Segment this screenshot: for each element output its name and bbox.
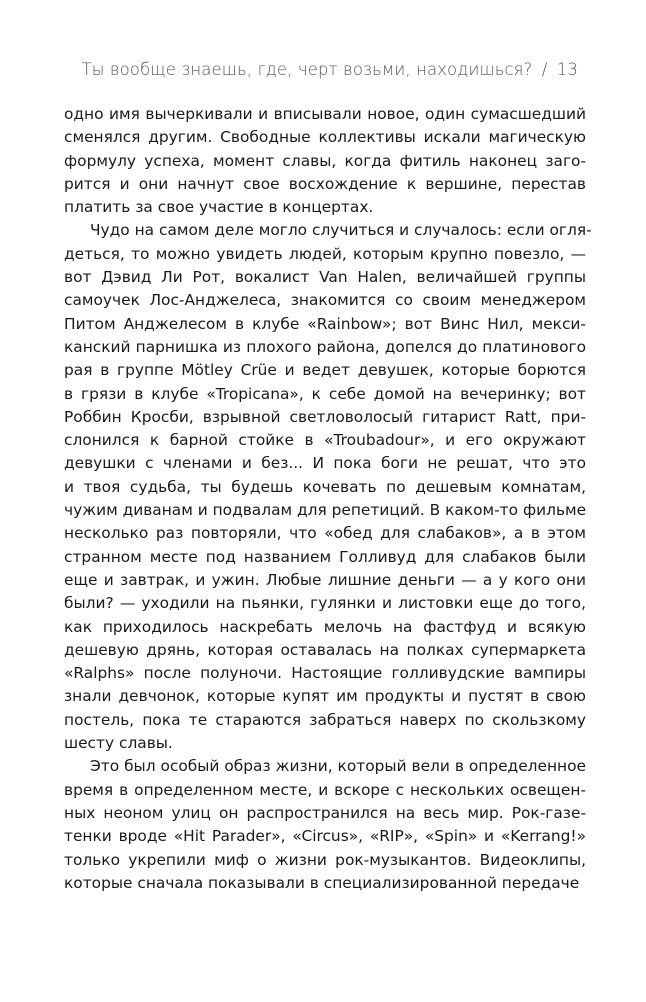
text-line: как приходилось наскребать мелочь на фастфуд и всякую xyxy=(64,617,586,636)
text-line: платить за свое участие в концертах. xyxy=(64,198,374,217)
text-line: которые сначала показывали в специализированной передаче xyxy=(64,873,580,892)
text-line: странном месте под названием Голливуд для слабаков были xyxy=(64,547,586,566)
text-line: только укрепили миф о жизни рок-музыкантов. Видеоклипы, xyxy=(64,850,586,869)
text-line: постель, пока те стараются забраться наверх по скользкому xyxy=(64,710,586,729)
text-line: были? — уходили на пьянки, гулянки и листовки еще до того, xyxy=(64,594,586,613)
text-line: Это был особый образ жизни, который вели в определенное xyxy=(90,757,586,776)
text-line: сменялся другим. Свободные коллективы искали магическую xyxy=(64,128,586,147)
paragraph xyxy=(64,219,592,755)
text-line: шесту славы. xyxy=(64,734,173,753)
text-line: в грязи в клубе «Tropicana», к себе домой на вечеринку; вот xyxy=(64,384,586,403)
text-line: деться, то можно увидеть людей, которым крупно повезло, — xyxy=(64,244,586,263)
running-head-title: Ты вообще знаешь, где, черт возьми, находишься? xyxy=(81,60,533,79)
text-line: и твоя судьба, ты будешь кочевать по дешевым комнатам, xyxy=(64,477,586,496)
text-line: чужим диванам и подвалам для репетиций. В каком-то фильме xyxy=(64,501,587,520)
text-line: время в определенном месте, и вскоре с нескольких освещен- xyxy=(64,780,586,799)
text-line: формулу успеха, момент славы, когда фитиль наконец заго- xyxy=(64,151,586,170)
text-line: вот Дэвид Ли Рот, вокалист Van Halen, величайшей группы xyxy=(64,268,586,287)
text-line: девушки с членами и без... И пока боги не решат, что это xyxy=(64,454,586,473)
text-line: знали девчонок, которые купят им продукты и пустят в свою xyxy=(64,687,586,706)
text-line: Питом Анджелесом в клубе «Rainbow»; вот Винс Нил, мекси- xyxy=(64,314,586,333)
text-line: канский парнишка из плохого района, допелся до платинового xyxy=(64,337,586,356)
text-line: ных неоном улиц он распространился на весь мир. Рок-газе- xyxy=(64,803,586,822)
text-line: слонился к барной стойке в «Troubadour», и его окружают xyxy=(64,431,586,450)
text-line: еще и завтрак, и ужин. Любые лишние деньги — а у кого они xyxy=(64,570,586,589)
text-line: одно имя вычеркивали и вписывали новое, один сумасшедший xyxy=(64,105,586,123)
text-line: тенки вроде «Hit Parader», «Circus», «RIP», «Spin» и «Kerrang!» xyxy=(64,827,586,846)
text-line: Роббин Кросби, взрывной светловолосый гитарист Ratt, при- xyxy=(64,407,586,426)
running-head xyxy=(60,60,578,79)
text-line: рая в группе Mötley Crüe и ведет девушек, которые борются xyxy=(64,361,586,380)
page-number: 13 xyxy=(556,60,578,79)
text-line: «Ralphs» после полуночи. Настоящие голливудские вампиры xyxy=(64,664,586,683)
text-line: Чудо на самом деле могло случиться и случалось: если огля- xyxy=(90,221,592,240)
paragraph xyxy=(64,103,586,219)
text-line: дешевую дрянь, которая оставалась на полках супермаркета xyxy=(64,640,586,659)
text-line: несколько раз повторяли, что «обед для слабаков», а в этом xyxy=(64,524,586,543)
running-head-separator: / xyxy=(541,60,548,79)
body-text xyxy=(64,103,592,895)
text-line: самоучек Лос-Анджелеса, знакомится со своим менеджером xyxy=(64,291,586,310)
paragraph xyxy=(64,755,586,895)
text-line: рится и они начнут свое восхождение к вершине, перестав xyxy=(64,174,586,193)
